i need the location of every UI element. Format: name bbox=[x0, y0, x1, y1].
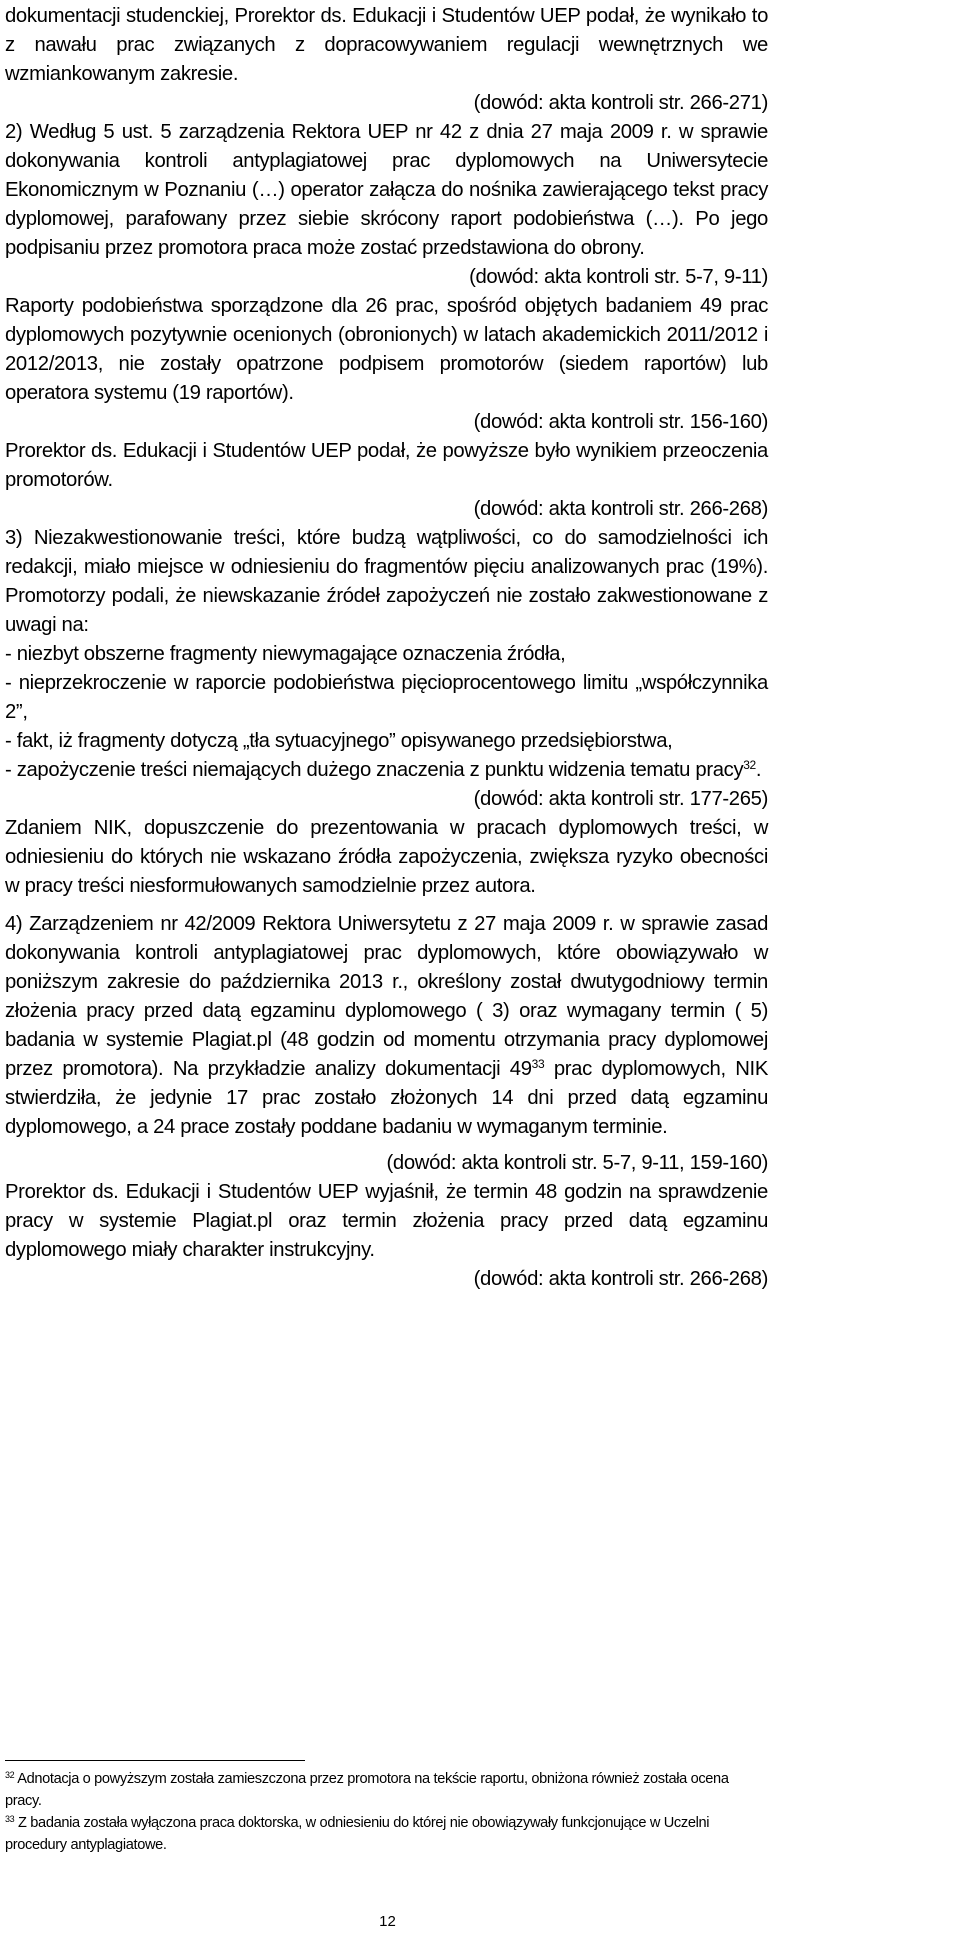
list-item-text: - zapożyczenie treści niemających dużego znaczenia z punktu widzenia tematu pracy bbox=[5, 759, 744, 781]
list-item-tail: . bbox=[755, 759, 762, 781]
footnote bbox=[5, 1812, 768, 1856]
paragraph: Prorektor ds. Edukacji i Studentów UEP wyjaśnił, że termin 48 godzin na sprawdzenie pracy w systemie Plagiat.pl oraz termin złożenia pracy przed datą egzaminu dyplomowego miały charakter instrukcyjny. bbox=[5, 1181, 768, 1261]
evidence-reference: (dowód: akta kontroli str. 177-265) bbox=[473, 788, 768, 810]
page-number: 12 bbox=[379, 1913, 396, 1930]
evidence-reference: (dowód: akta kontroli str. 156-160) bbox=[473, 411, 768, 433]
footnote-text: Adnotacja o powyższym została zamieszczona przez promotora na tekście raportu, obniżona również została ocena pracy. bbox=[5, 1771, 729, 1809]
footnote-ref[interactable]: 33 bbox=[531, 1057, 545, 1071]
list-item: - niezbyt obszerne fragmenty niewymagające oznaczenia źródła, bbox=[5, 643, 566, 665]
paragraph: 2) Według 5 ust. 5 zarządzenia Rektora UEP nr 42 z dnia 27 maja 2009 r. w sprawie dokonywania kontroli antyplagiatowej prac dyplomowych na Uniwersytecie Ekonomicznym w Poznaniu (…) operator załącza do nośnika zawierającego tekst pracy dyplomowej, parafowany przez siebie skrócony raport podobieństwa (…). Po jego podpisaniu przez promotora praca może zostać przedstawiona do obrony. bbox=[5, 121, 768, 259]
paragraph: Prorektor ds. Edukacji i Studentów UEP podał, że powyższe było wynikiem przeoczenia promotorów. bbox=[5, 440, 768, 491]
evidence-reference: (dowód: akta kontroli str. 5-7, 9-11) bbox=[469, 266, 768, 288]
footnote-text: Z badania została wyłączona praca doktorska, w odniesieniu do której nie obowiązywały funkcjonujące w Uczelni procedury antyplagiatowe. bbox=[5, 1815, 710, 1853]
paragraph bbox=[5, 910, 768, 1142]
evidence-reference: (dowód: akta kontroli str. 266-271) bbox=[473, 92, 768, 114]
footnote-number: 32 bbox=[5, 1770, 15, 1780]
paragraph-text: 4) Zarządzeniem nr 42/2009 Rektora Uniwersytetu z 27 maja 2009 r. w sprawie zasad dokonywania kontroli antyplagiatowej prac dyplomowych, które obowiązywało w poniższym zakresie do października 2013 r., określony został dwutygodniowy termin złożenia pracy przed datą egzaminu dyplomowego ( 3) oraz wymagany termin ( 5) badania w systemie Plagiat.pl (48 godzin od momentu otrzymania pracy dyplomowej przez promotora). Na przykładzie analizy dokumentacji 49 bbox=[5, 913, 768, 1080]
list-item bbox=[5, 756, 768, 785]
footnote-number: 33 bbox=[5, 1814, 15, 1824]
footnote bbox=[5, 1768, 768, 1812]
evidence-reference: (dowód: akta kontroli str. 266-268) bbox=[473, 1268, 768, 1290]
footnote-ref[interactable]: 32 bbox=[743, 758, 756, 772]
main-text bbox=[5, 2, 768, 1294]
paragraph-tail: prac dyplomowych, NIK stwierdziła, że jedynie 17 prac zostało złożonych 14 dni przed datą egzaminu dyplomowego, a 24 prace zostały poddane badaniu w wymaganym terminie. bbox=[5, 1058, 769, 1138]
evidence-reference: (dowód: akta kontroli str. 5-7, 9-11, 159-160) bbox=[386, 1152, 768, 1174]
paragraph: 3) Niezakwestionowanie treści, które budzą wątpliwości, co do samodzielności ich redakcji, miało miejsce w odniesieniu do fragmentów pięciu analizowanych prac (19%). Promotorzy podali, że niewskazanie źródeł zapożyczeń nie zostało zakwestionowane z uwagi na: bbox=[5, 527, 768, 636]
footnote-separator bbox=[5, 1760, 305, 1761]
list-item: - nieprzekroczenie w raporcie podobieństwa pięcioprocentowego limitu „współczynnika 2”, bbox=[5, 672, 768, 723]
paragraph: Raporty podobieństwa sporządzone dla 26 prac, spośród objętych badaniem 49 prac dyplomowych pozytywnie ocenionych (obronionych) w latach akademickich 2011/2012 i 2012/2013, nie zostały opatrzone podpisem promotorów (siedem raportów) lub operatora systemu (19 raportów). bbox=[5, 295, 768, 404]
paragraph: Zdaniem NIK, dopuszczenie do prezentowania w pracach dyplomowych treści, w odniesieniu do których nie wskazano źródła zapożyczenia, zwiększa ryzyko obecności w pracy treści niesformułowanych samodzielnie przez autora. bbox=[5, 817, 768, 897]
paragraph: dokumentacji studenckiej, Prorektor ds. Edukacji i Studentów UEP podał, że wynikało to z nawału prac związanych z dopracowywaniem regulacji wewnętrznych we wzmiankowanym zakresie. bbox=[5, 5, 768, 85]
evidence-reference: (dowód: akta kontroli str. 266-268) bbox=[473, 498, 768, 520]
list-item: - fakt, iż fragmenty dotyczą „tła sytuacyjnego” opisywanego przedsiębiorstwa, bbox=[5, 730, 673, 752]
footnotes bbox=[5, 1768, 768, 1856]
